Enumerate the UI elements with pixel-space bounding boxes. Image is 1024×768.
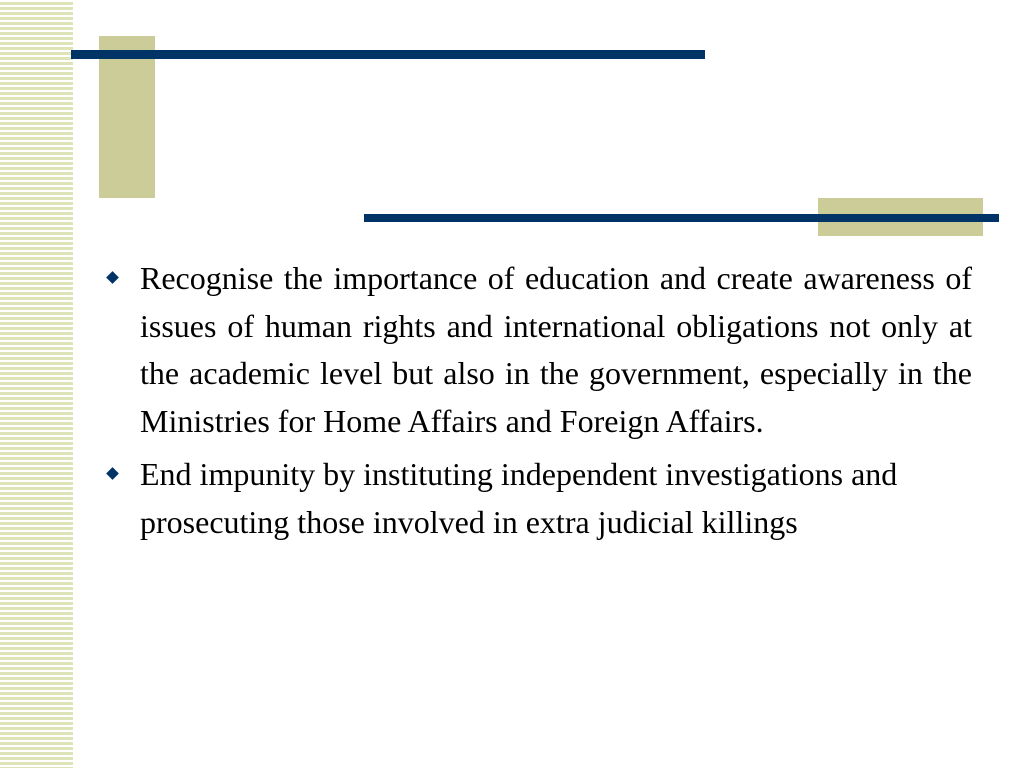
list-item <box>104 451 972 546</box>
bullet-list <box>104 255 972 552</box>
striped-sidebar-decoration <box>0 0 73 768</box>
bullet-text: Recognise the importance of education and create awareness of issues of human rights and international obligations not only at the academic level but also in the government, especially in the Ministries for Home Affairs and Foreign Affairs. <box>140 260 972 439</box>
divider-rule-line <box>364 214 999 222</box>
bullet-text: End impunity by instituting independent investigations and prosecuting those involved in extra judicial killings <box>140 456 898 540</box>
top-rule-line <box>71 50 705 59</box>
diamond-bullet-icon <box>106 271 119 284</box>
list-item <box>104 255 972 445</box>
diamond-bullet-icon <box>106 467 119 480</box>
title-accent-block <box>99 36 155 198</box>
